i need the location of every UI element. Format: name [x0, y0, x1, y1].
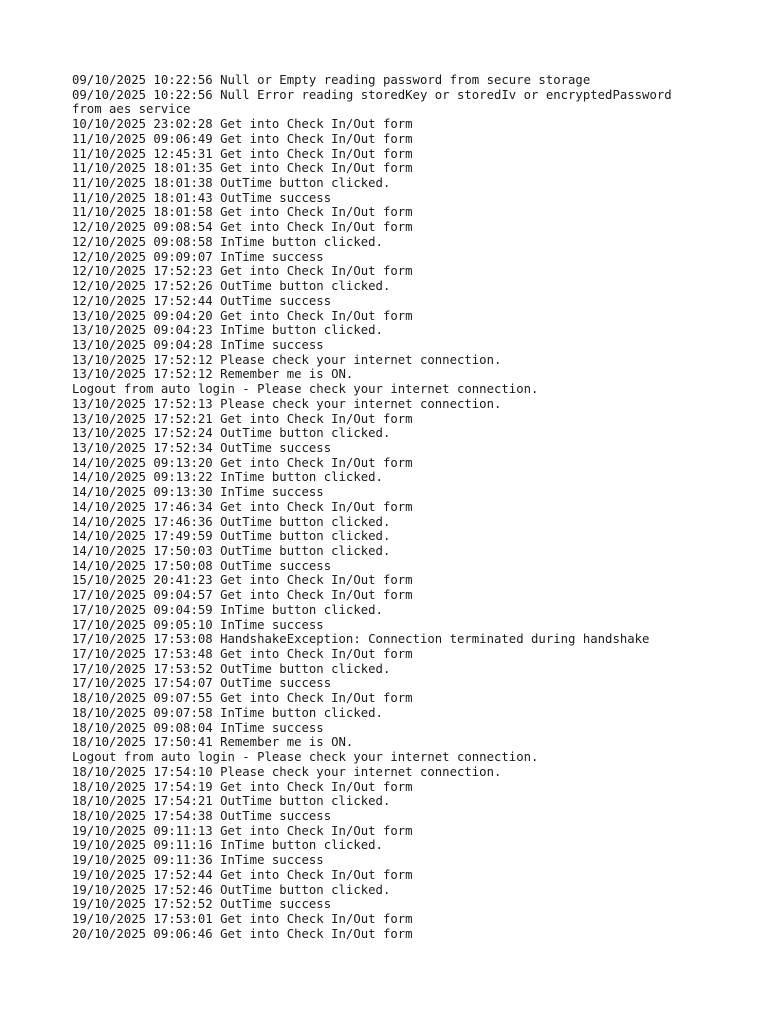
log-line: 18/10/2025 17:54:19 Get into Check In/Out form — [72, 779, 413, 794]
log-line: 14/10/2025 17:50:03 OutTime button clicked. — [72, 544, 391, 558]
log-line: 19/10/2025 17:53:01 Get into Check In/Out form — [72, 911, 413, 926]
log-line: 19/10/2025 09:11:16 InTime button clicked. — [72, 838, 383, 853]
log-line: 13/10/2025 09:04:28 InTime success — [72, 337, 324, 352]
log-line: 11/10/2025 12:45:31 Get into Check In/Out form — [72, 146, 413, 161]
log-line: 11/10/2025 18:01:38 OutTime button clicked. — [72, 176, 391, 191]
log-line: 17/10/2025 17:53:48 Get into Check In/Out form — [72, 647, 413, 662]
log-line: 12/10/2025 17:52:44 OutTime success — [72, 293, 332, 308]
log-line: 12/10/2025 09:08:54 Get into Check In/Out form — [72, 220, 413, 235]
log-line: 09/10/2025 10:22:56 Null or Empty reading password from secure storage — [72, 73, 591, 87]
log-line: 17/10/2025 17:53:52 OutTime button clicked. — [72, 661, 391, 676]
log-line: 14/10/2025 09:13:20 Get into Check In/Out form — [72, 455, 413, 470]
log-line: Logout from auto login - Please check your internet connection. — [72, 382, 539, 397]
log-line: 13/10/2025 17:52:12 Please check your internet connection. — [72, 352, 502, 367]
log-line: 19/10/2025 17:52:44 Get into Check In/Out form — [72, 867, 413, 882]
log-line: 11/10/2025 18:01:58 Get into Check In/Out form — [72, 205, 413, 220]
log-line: 11/10/2025 18:01:35 Get into Check In/Out form — [72, 161, 413, 176]
log-line: 13/10/2025 17:52:24 OutTime button clicked. — [72, 426, 391, 441]
log-line: 17/10/2025 17:53:08 HandshakeException: Connection terminated during handshake — [72, 632, 650, 647]
log-line: 15/10/2025 20:41:23 Get into Check In/Out form — [72, 573, 413, 588]
log-line: 18/10/2025 17:54:21 OutTime button clicked. — [72, 794, 391, 809]
log-line: 14/10/2025 09:13:30 InTime success — [72, 485, 324, 500]
log-line: 13/10/2025 17:52:21 Get into Check In/Out form — [72, 411, 413, 426]
log-line: 18/10/2025 17:50:41 Remember me is ON. — [72, 735, 354, 750]
log-line: 19/10/2025 09:11:36 InTime success — [72, 853, 324, 868]
log-text-body — [72, 73, 752, 941]
log-line: 17/10/2025 09:05:10 InTime success — [72, 617, 324, 632]
log-line: 14/10/2025 17:46:36 OutTime button clicked. — [72, 514, 391, 529]
log-line: 14/10/2025 09:13:22 InTime button clicked. — [72, 470, 383, 485]
log-line: 18/10/2025 09:07:58 InTime button clicked. — [72, 705, 383, 720]
log-line: 14/10/2025 17:46:34 Get into Check In/Out form — [72, 499, 413, 514]
log-line: 12/10/2025 17:52:23 Get into Check In/Out form — [72, 264, 413, 279]
log-line: Logout from auto login - Please check your internet connection. — [72, 750, 539, 765]
log-line: 11/10/2025 09:06:49 Get into Check In/Out form — [72, 131, 413, 146]
log-line: from aes service — [72, 102, 191, 117]
log-line: 18/10/2025 09:08:04 InTime success — [72, 720, 324, 735]
log-line: 10/10/2025 23:02:28 Get into Check In/Out form — [72, 117, 413, 132]
log-line: 17/10/2025 09:04:59 InTime button clicked. — [72, 602, 383, 617]
log-line: 19/10/2025 17:52:52 OutTime success — [72, 897, 332, 912]
log-line: 17/10/2025 17:54:07 OutTime success — [72, 676, 332, 691]
log-line: 13/10/2025 09:04:20 Get into Check In/Out form — [72, 308, 413, 323]
log-line: 19/10/2025 17:52:46 OutTime button clicked. — [72, 882, 391, 897]
log-line: 13/10/2025 17:52:34 OutTime success — [72, 440, 332, 455]
log-line: 12/10/2025 17:52:26 OutTime button clicked. — [72, 279, 391, 294]
log-line: 14/10/2025 17:49:59 OutTime button clicked. — [72, 529, 391, 544]
log-line: 11/10/2025 18:01:43 OutTime success — [72, 190, 332, 205]
log-line: 09/10/2025 10:22:56 Null Error reading storedKey or storedIv or encryptedPassword — [72, 87, 672, 102]
log-line: 13/10/2025 17:52:13 Please check your internet connection. — [72, 396, 502, 411]
log-line: 17/10/2025 09:04:57 Get into Check In/Out form — [72, 588, 413, 603]
log-line: 18/10/2025 17:54:10 Please check your internet connection. — [72, 764, 502, 779]
log-line: 20/10/2025 09:06:46 Get into Check In/Out form — [72, 926, 413, 941]
log-line: 12/10/2025 09:08:58 InTime button clicked. — [72, 234, 383, 249]
log-line: 13/10/2025 17:52:12 Remember me is ON. — [72, 367, 354, 382]
log-line: 13/10/2025 09:04:23 InTime button clicked. — [72, 323, 383, 338]
log-line: 19/10/2025 09:11:13 Get into Check In/Out form — [72, 823, 413, 838]
log-line: 12/10/2025 09:09:07 InTime success — [72, 249, 324, 264]
log-line: 18/10/2025 17:54:38 OutTime success — [72, 808, 332, 823]
log-line: 18/10/2025 09:07:55 Get into Check In/Out form — [72, 691, 413, 706]
log-line: 14/10/2025 17:50:08 OutTime success — [72, 558, 332, 573]
